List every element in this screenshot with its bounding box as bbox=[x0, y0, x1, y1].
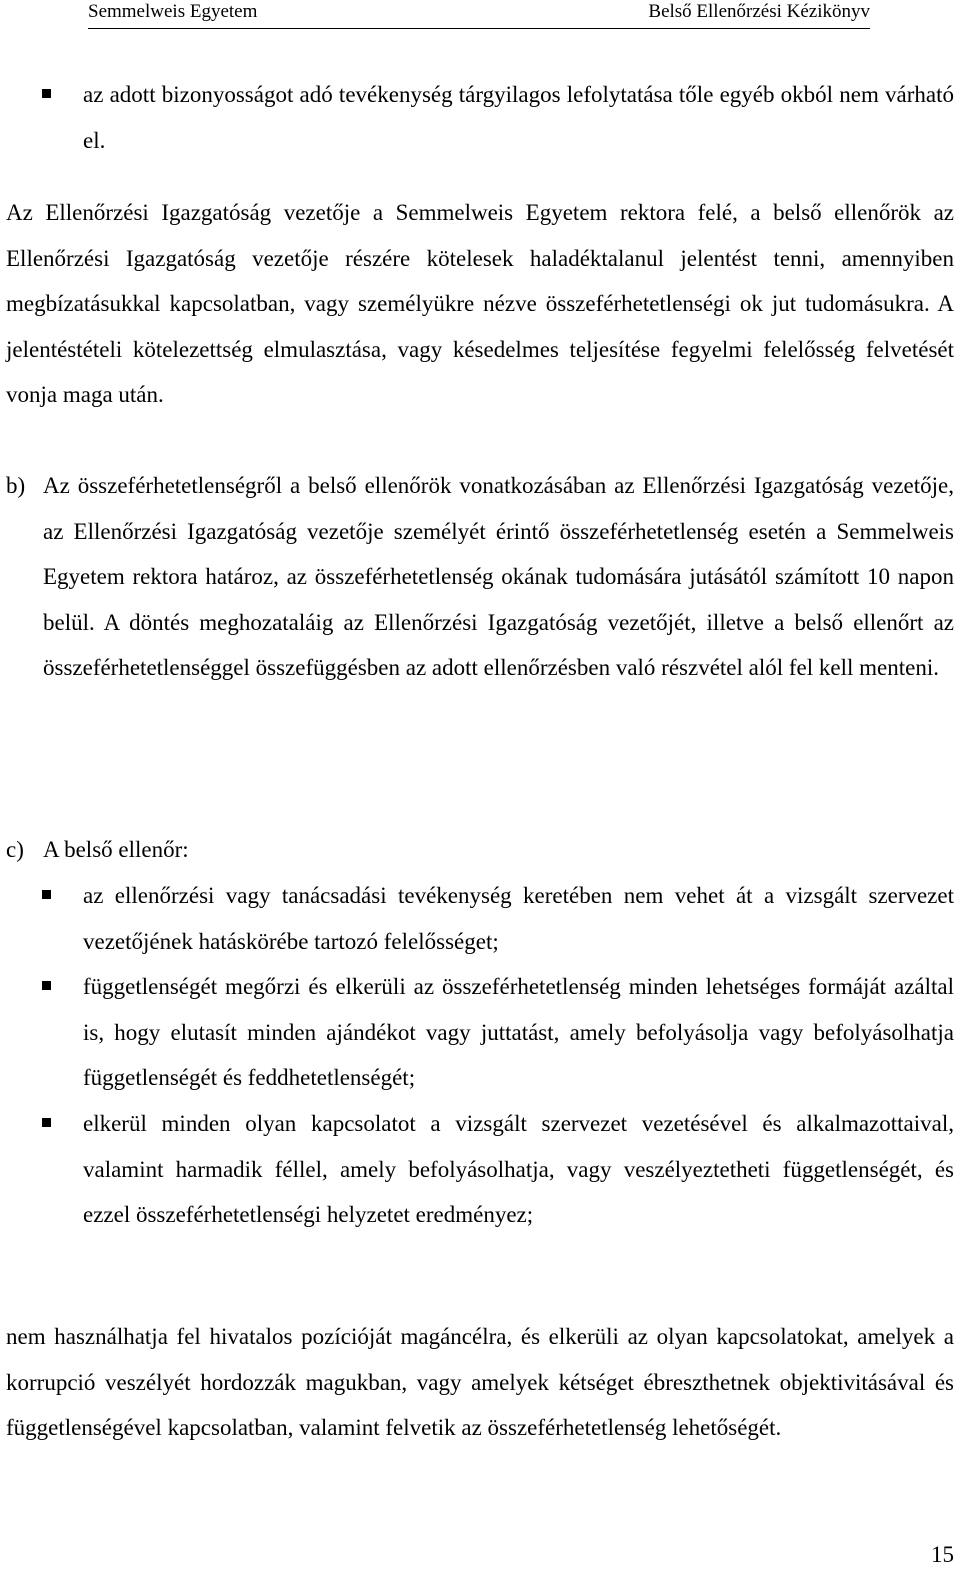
item-b-text: Az összeférhetetlenségről a belső ellenőrök vonatkozásában az Ellenőrzési Igazgatóság vezetője, az Ellenőrzési Igazgatóság vezetője személyét érintő összeférhetetlenség esetén a Semmelweis Egyetem rektora határoz, az összeférhetetlenség okának tudomására jutásától számított 10 napon belül. A döntés meghozataláig az Ellenőrzési Igazgatóság vezetőjét, illetve a belső ellenőrt az összeférhetetlenséggel összefüggésben az adott ellenőrzésben való részvétel alól fel kell menteni. bbox=[43, 473, 954, 681]
list-item-text: az adott bizonyosságot adó tevékenység tárgyilagos lefolytatása tőle egyéb okból nem várható el. bbox=[83, 82, 954, 153]
item-b bbox=[6, 463, 954, 691]
item-c-label: c) bbox=[6, 837, 24, 862]
top-bullet-list bbox=[0, 72, 954, 163]
square-bullet-icon bbox=[42, 981, 51, 990]
list-item bbox=[0, 964, 954, 1101]
c-bullet-list bbox=[0, 873, 954, 1238]
list-item bbox=[0, 873, 954, 964]
item-c bbox=[6, 827, 954, 873]
header-institution: Semmelweis Egyetem bbox=[88, 1, 258, 22]
header-document-title: Belső Ellenőrzési Kézikönyv bbox=[648, 1, 870, 22]
list-item bbox=[0, 1101, 954, 1238]
paragraph-official-position: nem használhatja fel hivatalos pozícióját magáncélra, és elkerüli az olyan kapcsolatokat, amelyek a korrupció veszélyét hordozzák magukban, vagy amelyek kétséget ébreszthetnek objektivitásával és függetlenségével kapcsolatban, valamint felvetik az összeférhetetlenség lehetőségét. bbox=[6, 1324, 954, 1441]
square-bullet-icon bbox=[42, 89, 51, 98]
list-item-text: az ellenőrzési vagy tanácsadási tevékenység keretében nem vehet át a vizsgált szervezet vezetőjének hatáskörébe tartozó felelősséget; bbox=[83, 883, 954, 954]
square-bullet-icon bbox=[42, 1118, 51, 1127]
list-item bbox=[0, 72, 954, 163]
list-item-text: függetlenségét megőrzi és elkerüli az összeférhetetlenség minden lehetséges formáját azáltal is, hogy elutasít minden ajándékot vagy juttatást, amely befolyásolja vagy befolyásolhatja függetlenségét és feddhetetlenségét; bbox=[83, 974, 954, 1091]
paragraph-reporting-obligation: Az Ellenőrzési Igazgatóság vezetője a Semmelweis Egyetem rektora felé, a belső ellenőrök az Ellenőrzési Igazgatóság vezetője részére kötelesek haladéktalanul jelentést tenni, amennyiben megbízatásukkal kapcsolatban, vagy személyükre nézve összeférhetetlenségi ok jut tudomásukra. A jelentéstételi kötelezettség elmulasztása, vagy késedelmes teljesítése fegyelmi felelősség felvetését vonja maga után. bbox=[6, 200, 954, 408]
running-header bbox=[88, 0, 870, 29]
list-item-text: elkerül minden olyan kapcsolatot a vizsgált szervezet vezetésével és alkalmazottaival, valamint harmadik féllel, amely befolyásolhatja, vagy veszélyeztetheti függetlenségét, és ezzel összeférhetetlenségi helyzetet eredményez; bbox=[83, 1110, 954, 1228]
item-b-label: b) bbox=[6, 473, 26, 498]
item-c-text: A belső ellenőr: bbox=[43, 837, 189, 862]
square-bullet-icon bbox=[42, 890, 51, 899]
page-number: 15 bbox=[931, 1542, 954, 1567]
